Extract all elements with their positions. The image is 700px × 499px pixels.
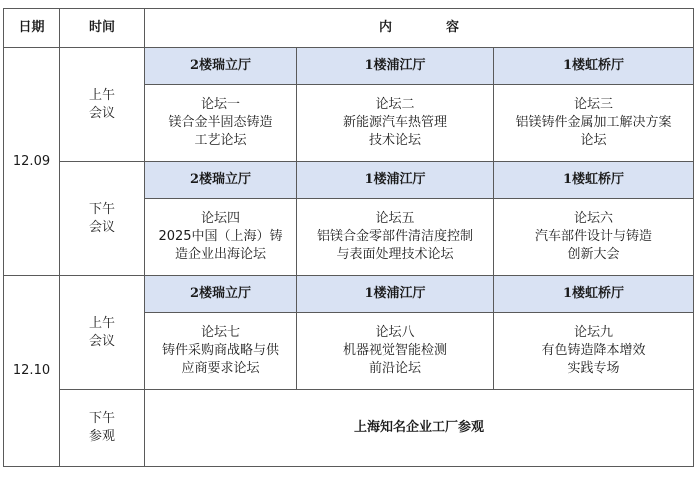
- forum-line: 实践专场: [567, 361, 620, 376]
- forum-line: 论坛三: [574, 97, 614, 112]
- session-time-line: 下午: [88, 411, 115, 426]
- forum-line: 论坛四: [200, 211, 240, 226]
- hall-cell: 2楼瑞立厅: [145, 48, 297, 85]
- hall-row: [4, 48, 694, 85]
- hall-cell: 1楼虹桥厅: [494, 162, 694, 199]
- forum-cell: [494, 313, 694, 390]
- forum-line: 论坛九: [574, 325, 614, 340]
- forum-line: 论坛六: [574, 211, 614, 226]
- forum-line: 镁合金半固态铸造: [168, 115, 273, 130]
- session-time-cell: [60, 48, 145, 162]
- session-time-line: 会议: [88, 219, 115, 235]
- session-time-cell: [60, 276, 145, 390]
- forum-line: 2025中国（上海）铸: [158, 229, 283, 244]
- date-cell: 12.09: [4, 48, 60, 276]
- header-date: 日期: [4, 9, 60, 48]
- forum-cell: [145, 199, 297, 276]
- session-time-cell: [60, 390, 145, 467]
- forum-cell: [297, 85, 494, 162]
- forum-cell: [145, 85, 297, 162]
- forum-cell: [297, 313, 494, 390]
- forum-cell: [297, 199, 494, 276]
- hall-cell: 2楼瑞立厅: [145, 162, 297, 199]
- hall-row: [4, 162, 694, 199]
- session-time-line: 上午: [88, 87, 115, 103]
- forum-line: 应商要求论坛: [181, 361, 260, 376]
- forum-line: 与表面处理技术论坛: [336, 247, 454, 262]
- forum-line: 论坛一: [200, 97, 240, 112]
- session-time-line: 上午: [88, 315, 115, 331]
- forum-line: 论坛八: [375, 325, 415, 340]
- hall-cell: 1楼浦江厅: [297, 48, 494, 85]
- forum-line: 论坛五: [375, 211, 415, 226]
- forum-line: 前沿论坛: [368, 361, 421, 376]
- forum-line: 创新大会: [567, 247, 620, 262]
- factory-visit-cell: 上海知名企业工厂参观: [145, 390, 694, 467]
- forum-line: 造企业出海论坛: [174, 247, 266, 262]
- session-time-line: 会议: [88, 105, 115, 121]
- forum-line: 论坛七: [200, 325, 240, 340]
- session-time-line: 会议: [88, 333, 115, 349]
- forum-line: 论坛二: [375, 97, 415, 112]
- forum-line: 技术论坛: [368, 133, 421, 148]
- hall-cell: 1楼虹桥厅: [494, 276, 694, 313]
- forum-cell: [494, 199, 694, 276]
- header-content: [145, 9, 694, 48]
- forum-cell: [494, 85, 694, 162]
- hall-cell: 1楼浦江厅: [297, 162, 494, 199]
- forum-line: 汽车部件设计与铸造: [535, 229, 653, 244]
- forum-line: 机器视觉智能检测: [342, 343, 447, 358]
- forum-cell: [145, 313, 297, 390]
- forum-line: 工艺论坛: [194, 133, 247, 148]
- schedule-table: [3, 8, 694, 467]
- hall-cell: 1楼虹桥厅: [494, 48, 694, 85]
- session-time-cell: [60, 162, 145, 276]
- visit-row: [4, 390, 694, 467]
- session-time-line: 下午: [88, 201, 115, 217]
- header-content-right: 容: [446, 20, 460, 35]
- forum-line: 论坛: [580, 133, 607, 148]
- hall-cell: 1楼浦江厅: [297, 276, 494, 313]
- forum-line: 铸件采购商战略与供: [161, 343, 279, 358]
- hall-cell: 2楼瑞立厅: [145, 276, 297, 313]
- header-row: [4, 9, 694, 48]
- session-time-line: 参观: [88, 429, 115, 444]
- forum-line: 有色铸造降本增效: [541, 343, 646, 358]
- forum-line: 铝镁合金零部件清洁度控制: [316, 229, 473, 244]
- forum-line: 新能源汽车热管理: [342, 115, 447, 130]
- header-time: 时间: [60, 9, 145, 48]
- hall-row: [4, 276, 694, 313]
- header-content-left: 内: [379, 20, 393, 35]
- forum-line: 铝镁铸件金属加工解决方案: [515, 115, 672, 130]
- date-cell: 12.10: [4, 276, 60, 467]
